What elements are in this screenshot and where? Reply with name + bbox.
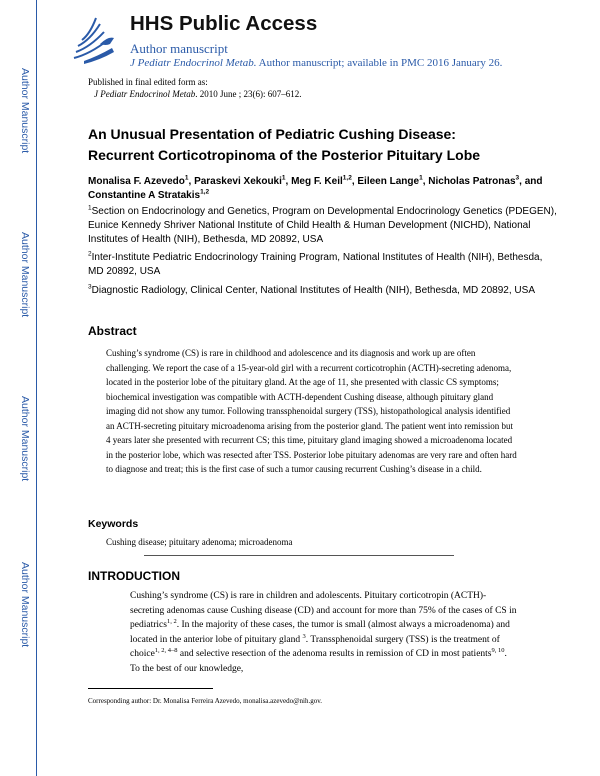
affiliation-marker: 2 (88, 250, 92, 258)
author-affiliation-marker: 1 (281, 174, 286, 182)
publication-citation (94, 89, 301, 99)
hhs-eagle-logo-icon (70, 14, 118, 66)
keywords-heading: Keywords (88, 518, 139, 530)
abstract-text: Cushing’s syndrome (CS) is rare in childhood and adolescence and its diagnosis and work up are often challenging. We report the case of a 15-year-old girl with a recurrent corticotrophin (ACTH)-secreting adenoma, located in the posterior lobe of the pituitary gland. At the age of 11, she presented with classic CS symptoms; biochemical investigation was compatible with ACTH-dependent Cushing disease, although pituitary gland imaging did not show any tumor. Following transsphenoidal surgery (TSS), histopathological analysis identified an ACTH-secreting pituitary microadenoma arising from the posterior gland. The patient went into remission but 4 years later she presented with recurrent CS; this time, pituitary gland imaging showed a microadenoma located in the posterior lobe, which was resected after TSS. Posterior lobe pituitary adenomas are very rare and often hard to diagnose and treat; this is the first case of such a tumor causing recurrent Cushing’s disease in a child. (106, 348, 517, 474)
affiliation (88, 284, 558, 298)
author-affiliation-marker: 1 (419, 174, 423, 182)
hhs-public-access-title: HHS Public Access (130, 12, 318, 35)
citation-ref: 1, 2, 4–8 (154, 647, 178, 655)
affiliation-marker: 1 (88, 204, 92, 212)
author-name: Constantine A Stratakis (88, 190, 201, 201)
keywords-text: Cushing disease; pituitary adenoma; microadenoma (106, 537, 293, 547)
intro-sentence: Cushing’s syndrome (CS) is rare in children and adolescents. Pituitary corticotropin (ACTH)-secreting adenomas cause Cushing disease (CD) and account for more than 75% of the cases of CS in pediatrics (130, 591, 517, 631)
side-label-author-manuscript: Author Manuscript (19, 562, 31, 648)
side-label-author-manuscript: Author Manuscript (19, 68, 31, 154)
affiliation-marker: 3 (88, 283, 92, 291)
author-separator: , (351, 176, 358, 187)
introduction-heading: INTRODUCTION (88, 569, 180, 583)
paper-title (88, 124, 558, 166)
author-separator: , and (519, 176, 543, 187)
header-citation-rest: Author manuscript; available in PMC 2016 January 26. (256, 57, 503, 69)
author-separator: , (188, 176, 195, 187)
intro-sentence: . To the best of our knowledge, (130, 649, 507, 674)
affiliation (88, 251, 558, 279)
citation-ref: 3 (302, 632, 306, 640)
side-label-author-manuscript: Author Manuscript (19, 232, 31, 318)
author-name: Nicholas Patronas (428, 176, 516, 187)
published-label: Published in final edited form as: (88, 77, 208, 87)
author-name: Meg F. Keil (291, 176, 343, 187)
author-affiliation-marker: 1,2 (342, 174, 352, 182)
intro-sentence: . Transsphenoidal surgery (TSS) is the treatment of choice (130, 634, 500, 660)
author-affiliation-marker: 1,2 (200, 188, 210, 196)
paper-title-line: An Unusual Presentation of Pediatric Cushing Disease: (88, 126, 456, 142)
author-affiliation-marker: 1 (184, 174, 189, 182)
citation-ref: 1, 2 (166, 618, 177, 626)
footnote-divider (88, 688, 213, 689)
abstract-heading: Abstract (88, 324, 137, 338)
author-separator: , (285, 176, 292, 187)
side-label-author-manuscript: Author Manuscript (19, 396, 31, 482)
header-citation-journal: J Pediatr Endocrinol Metab. (130, 57, 257, 69)
citation-ref: 9, 10 (491, 647, 505, 655)
author-name: Monalisa F. Azevedo (88, 176, 185, 187)
publication-details: . 2010 June ; 23(6): 607–612. (195, 89, 302, 99)
affiliation-text: Inter-Institute Pediatric Endocrinology Training Program, National Institutes of Health (NIH), Bethesda, MD 20892, USA (88, 252, 543, 277)
affiliation (88, 205, 558, 247)
corresponding-author-footnote: Corresponding author: Dr. Monalisa Ferreira Azevedo, monalisa.azevedo@nih.gov. (88, 697, 323, 705)
keywords-divider (144, 555, 454, 556)
affiliation-text: Diagnostic Radiology, Clinical Center, National Institutes of Health (NIH), Bethesda, MD 20892, USA (91, 285, 535, 296)
paper-title-line: Recurrent Corticotropinoma of the Posterior Pituitary Lobe (88, 147, 481, 163)
author-affiliation-marker: 3 (515, 174, 520, 182)
affiliation-text: Section on Endocrinology and Genetics, Program on Developmental Endocrinology Genetics (PDEGEN), Eunice Kennedy Shriver National Institute of Child Health & Human Development (NICHD), National Institutes of Health (NIH), Bethesda, MD 20892, USA (88, 206, 557, 245)
publication-journal: J Pediatr Endocrinol Metab (94, 89, 196, 99)
author-list (88, 175, 558, 203)
author-name: Eileen Lange (357, 176, 420, 187)
author-name: Paraskevi Xekouki (194, 176, 282, 187)
introduction-text (130, 589, 518, 677)
header-citation (130, 57, 502, 69)
intro-sentence: and selective resection of the adenoma results in remission of CD in most patients (177, 649, 492, 660)
sidebar-rule (36, 0, 37, 776)
author-separator: , (422, 176, 429, 187)
author-manuscript-subtitle: Author manuscript (130, 41, 228, 56)
intro-sentence: . In the majority of these cases, the tumor is small (almost always a microadenoma) and located in the anterior lobe of pituitary gland (130, 620, 510, 645)
